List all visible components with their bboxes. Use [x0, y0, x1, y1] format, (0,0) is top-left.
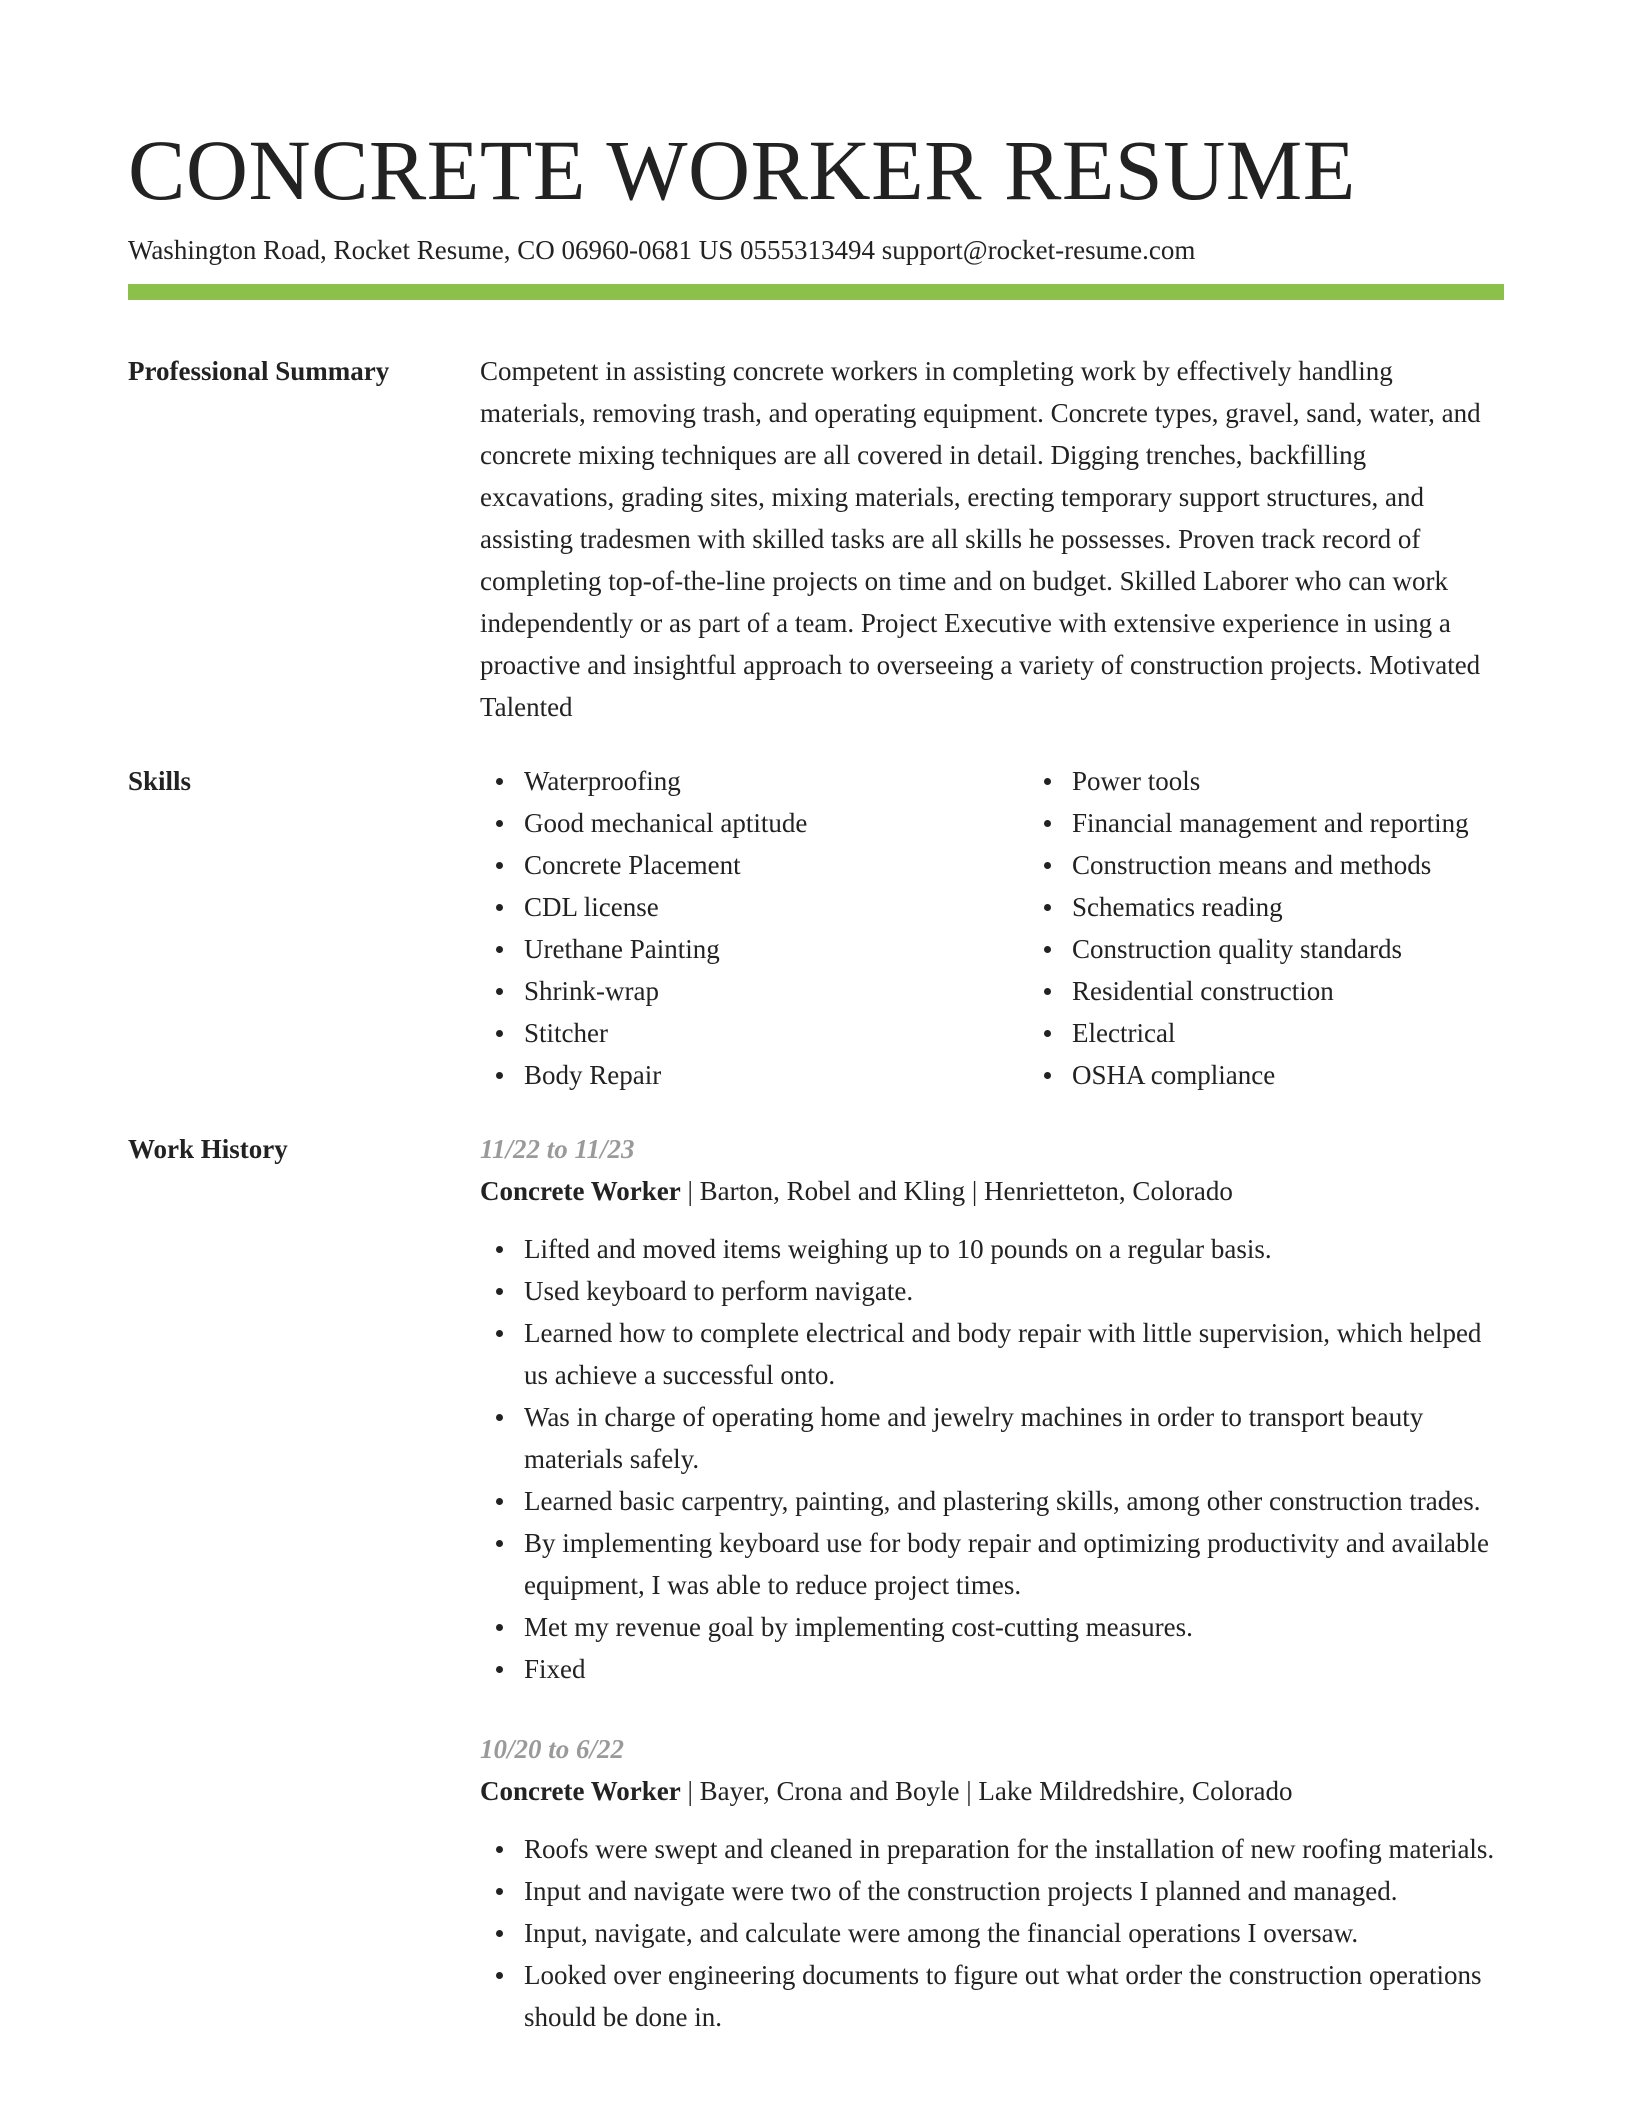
skill-item: Power tools: [1072, 760, 1576, 802]
job-duty: Fixed: [524, 1648, 1504, 1690]
skill-item: Construction means and methods: [1072, 844, 1576, 886]
job-entry: [480, 1128, 1504, 1690]
skills-label: Skills: [128, 766, 192, 796]
skill-item: Body Repair: [524, 1054, 1028, 1096]
job-duty: Met my revenue goal by implementing cost-cutting measures.: [524, 1606, 1504, 1648]
skill-item: Electrical: [1072, 1012, 1576, 1054]
skill-item: Construction quality standards: [1072, 928, 1576, 970]
work-history-section: [128, 1128, 1504, 2038]
skill-item: Good mechanical aptitude: [524, 802, 1028, 844]
job-separator: |: [959, 1776, 979, 1806]
skill-item: Schematics reading: [1072, 886, 1576, 928]
summary-label: Professional Summary: [128, 356, 390, 386]
job-duty: By implementing keyboard use for body repair and optimizing productivity and available equipment, I was able to reduce project times.: [524, 1522, 1504, 1606]
skill-item: Concrete Placement: [524, 844, 1028, 886]
job-title: Concrete Worker: [480, 1776, 681, 1806]
summary-text: Competent in assisting concrete workers in completing work by effectively handling materials, removing trash, and operating equipment. Concrete types, gravel, sand, water, and concrete mixing techniques are all covered in detail. Digging trenches, backfilling excavations, grading sites, mixing materials, erecting temporary support structures, and assisting tradesmen with skilled tasks are all skills he possesses. Proven track record of completing top-of-the-line projects on time and on budget. Skilled Laborer who can work independently or as part of a team. Project Executive with extensive experience in using a proactive and insightful approach to overseeing a variety of construction projects. Motivated Talented: [480, 356, 1481, 722]
job-duty: Looked over engineering documents to figure out what order the construction operations should be done in.: [524, 1954, 1504, 2038]
skill-item: Shrink-wrap: [524, 970, 1028, 1012]
skill-item: CDL license: [524, 886, 1028, 928]
contact-phone: 0555313494: [740, 235, 876, 265]
job-separator: |: [680, 1776, 700, 1806]
job-duties: [480, 1828, 1504, 2038]
skills-column-right: [1028, 760, 1576, 1096]
skills-grid: [480, 760, 1576, 1096]
job-duty: Learned basic carpentry, painting, and plastering skills, among other construction trades.: [524, 1480, 1504, 1522]
job-separator: |: [965, 1176, 984, 1206]
skills-column-left: [480, 760, 1028, 1096]
job-duties: [480, 1228, 1504, 1690]
job-duty: Lifted and moved items weighing up to 10 pounds on a regular basis.: [524, 1228, 1504, 1270]
job-location: Henrietteton, Colorado: [983, 1176, 1233, 1206]
skill-item: Stitcher: [524, 1012, 1028, 1054]
job-location: Lake Mildredshire, Colorado: [978, 1776, 1293, 1806]
contact-email: support@rocket-resume.com: [881, 235, 1196, 265]
job-heading: [480, 1770, 1504, 1812]
job-duty: Input, navigate, and calculate were among the financial operations I oversaw.: [524, 1912, 1504, 1954]
skill-item: Urethane Painting: [524, 928, 1028, 970]
job-duty: Was in charge of operating home and jewelry machines in order to transport beauty materials safely.: [524, 1396, 1504, 1480]
work-history-label: Work History: [128, 1134, 288, 1164]
job-separator: |: [680, 1176, 700, 1206]
skills-section: [128, 760, 1504, 1096]
job-duty: Input and navigate were two of the construction projects I planned and managed.: [524, 1870, 1504, 1912]
resume-page: [128, 120, 1504, 2038]
job-duty: Roofs were swept and cleaned in preparation for the installation of new roofing materials.: [524, 1828, 1504, 1870]
skill-item: Waterproofing: [524, 760, 1028, 802]
job-company: Barton, Robel and Kling: [699, 1176, 966, 1206]
work-history-body: [480, 1128, 1504, 2038]
skill-item: OSHA compliance: [1072, 1054, 1576, 1096]
job-dates: 10/20 to 6/22: [480, 1734, 625, 1764]
job-duty: Used keyboard to perform navigate.: [524, 1270, 1504, 1312]
header-divider: [128, 284, 1504, 300]
skill-item: Financial management and reporting: [1072, 802, 1576, 844]
job-title: Concrete Worker: [480, 1176, 681, 1206]
resume-title: CONCRETE WORKER RESUME: [128, 122, 1356, 218]
job-heading: [480, 1170, 1504, 1212]
contact-line: [128, 232, 1504, 268]
summary-section: [128, 350, 1504, 728]
contact-address: Washington Road, Rocket Resume, CO 06960-0681 US: [128, 235, 734, 265]
job-entry: [480, 1728, 1504, 2038]
skill-item: Residential construction: [1072, 970, 1576, 1012]
job-duty: Learned how to complete electrical and body repair with little supervision, which helped us achieve a successful onto.: [524, 1312, 1504, 1396]
job-dates: 11/22 to 11/23: [480, 1134, 635, 1164]
job-company: Bayer, Crona and Boyle: [699, 1776, 960, 1806]
